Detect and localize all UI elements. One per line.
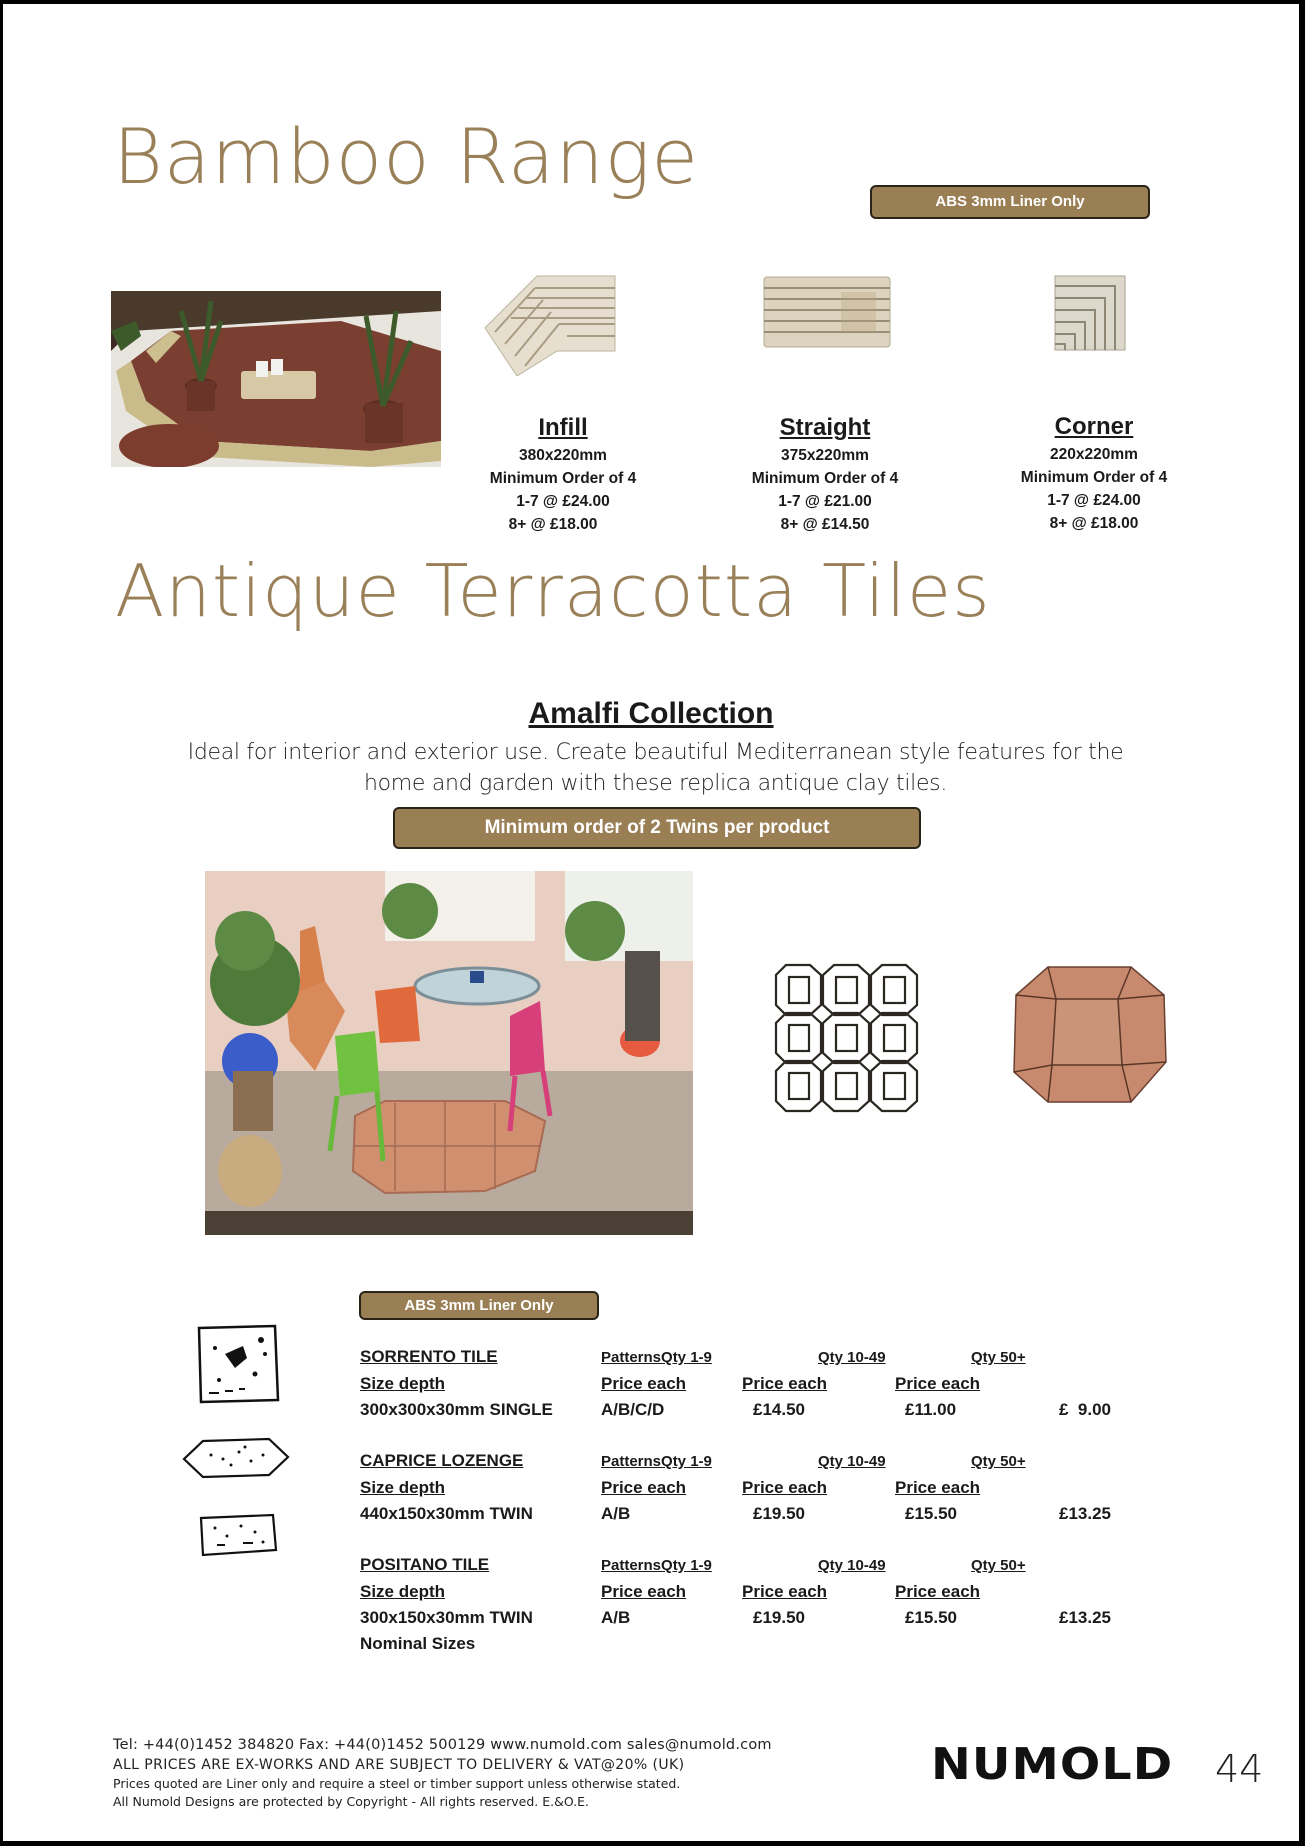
footer-copyright: All Numold Designs are protected by Copyright - All rights reserved. E.&O.E.	[113, 1794, 590, 1809]
positano-tile-icon	[197, 1512, 279, 1558]
size-label: Size depth	[360, 1374, 446, 1393]
patterns-header: PatternsQty 1-9	[601, 1453, 712, 1470]
description-line-2: home and garden with these replica antique clay tiles.	[363, 771, 948, 796]
qty-10-49-header: Qty 10-49	[818, 1557, 886, 1574]
tile-size: 440x150x30mm TWIN	[360, 1504, 533, 1523]
patterns-header: PatternsQty 1-9	[601, 1349, 712, 1366]
tile-name: SORRENTO TILE	[360, 1347, 498, 1366]
price-qty-1-9: £19.50	[753, 1504, 805, 1523]
collection-title: Amalfi Collection	[528, 697, 774, 730]
price-each-label: Price each	[601, 1374, 687, 1393]
product-corner	[994, 411, 1194, 535]
product-min-order: Minimum Order of 4	[489, 470, 637, 487]
price-each-label: Price each	[601, 1478, 687, 1497]
sorrento-tile-icon	[195, 1324, 281, 1404]
tile-patterns: A/B	[601, 1608, 631, 1627]
product-name: Corner	[1054, 413, 1134, 440]
page-number: 44	[1215, 1747, 1264, 1791]
tile-patterns: A/B	[601, 1504, 631, 1523]
price-qty-10-49: £15.50	[905, 1608, 957, 1627]
tile-size: 300x300x30mm SINGLE	[360, 1400, 553, 1419]
bamboo-range-title: Bamboo Range	[113, 112, 700, 201]
price-qty-1-9: £14.50	[753, 1400, 805, 1419]
price-each-label: Price each	[742, 1374, 828, 1393]
product-size: 375x220mm	[781, 447, 869, 464]
terracotta-title: Antique Terracotta Tiles	[115, 549, 991, 633]
price-each-label: Price each	[742, 1478, 828, 1497]
price-each-label: Price each	[742, 1582, 828, 1601]
product-infill	[463, 412, 663, 536]
product-price-small: 1-7 @ £24.00	[516, 493, 610, 510]
min-order-badge: Minimum order of 2 Twins per product	[393, 807, 921, 849]
octagon-tile-image	[1006, 962, 1171, 1107]
description-line-1: Ideal for interior and exterior use. Create beautiful Mediterranean style features for the	[187, 740, 1124, 765]
qty-50-header: Qty 50+	[971, 1557, 1026, 1574]
product-size: 220x220mm	[1050, 446, 1138, 463]
bamboo-decking-photo	[111, 291, 441, 467]
nominal-sizes-note: Nominal Sizes	[360, 1634, 476, 1653]
qty-10-49-header: Qty 10-49	[818, 1453, 886, 1470]
product-min-order: Minimum Order of 4	[751, 470, 899, 487]
footer-liner-notice: Prices quoted are Liner only and require a steel or timber support unless otherwise stated.	[113, 1776, 681, 1791]
qty-50-header: Qty 50+	[971, 1453, 1026, 1470]
tile-name: CAPRICE LOZENGE	[360, 1451, 524, 1470]
qty-50-header: Qty 50+	[971, 1349, 1026, 1366]
qty-10-49-header: Qty 10-49	[818, 1349, 886, 1366]
tile-layout-diagram	[773, 959, 938, 1119]
product-name: Infill	[538, 414, 588, 441]
collection-description	[3, 737, 1305, 799]
caprice-lozenge-icon	[181, 1437, 291, 1479]
product-size: 380x220mm	[519, 447, 607, 464]
price-each-label: Price each	[895, 1478, 981, 1497]
footer-contact: Tel: +44(0)1452 384820 Fax: +44(0)1452 500129 www.numold.com sales@numold.com	[113, 1737, 772, 1753]
product-straight	[725, 412, 925, 536]
corner-tile-image	[1053, 274, 1128, 352]
product-price-small: 1-7 @ £24.00	[1047, 492, 1141, 509]
price-qty-50: £ 9.00	[1059, 1400, 1111, 1419]
price-each-label: Price each	[601, 1582, 687, 1601]
tile-patterns: A/B/C/D	[601, 1400, 665, 1419]
straight-tile-image	[761, 272, 896, 352]
size-label: Size depth	[360, 1582, 446, 1601]
tile-size: 300x150x30mm TWIN	[360, 1608, 533, 1627]
price-qty-10-49: £11.00	[905, 1400, 957, 1419]
product-price-large: 8+ @ £18.00	[508, 516, 598, 533]
price-qty-10-49: £15.50	[905, 1504, 957, 1523]
amalfi-patio-photo	[205, 871, 693, 1235]
bamboo-liner-badge: ABS 3mm Liner Only	[870, 185, 1150, 219]
numold-logo: NUMOLD	[931, 1739, 1174, 1790]
product-min-order: Minimum Order of 4	[1020, 469, 1168, 486]
patterns-header: PatternsQty 1-9	[601, 1557, 712, 1574]
price-each-label: Price each	[895, 1582, 981, 1601]
price-qty-1-9: £19.50	[753, 1608, 805, 1627]
price-qty-50: £13.25	[1059, 1608, 1111, 1627]
product-name: Straight	[779, 414, 871, 441]
amalfi-collection-heading	[3, 694, 1299, 734]
product-price-small: 1-7 @ £21.00	[778, 493, 872, 510]
terracotta-liner-badge: ABS 3mm Liner Only	[359, 1291, 599, 1320]
price-qty-50: £13.25	[1059, 1504, 1111, 1523]
product-price-large: 8+ @ £14.50	[780, 516, 870, 533]
footer-prices-notice: ALL PRICES ARE EX-WORKS AND ARE SUBJECT TO DELIVERY & VAT@20% (UK)	[113, 1757, 685, 1773]
infill-tile-image	[477, 266, 637, 376]
size-label: Size depth	[360, 1478, 446, 1497]
price-each-label: Price each	[895, 1374, 981, 1393]
product-price-large: 8+ @ £18.00	[1049, 515, 1139, 532]
tile-name: POSITANO TILE	[360, 1555, 490, 1574]
